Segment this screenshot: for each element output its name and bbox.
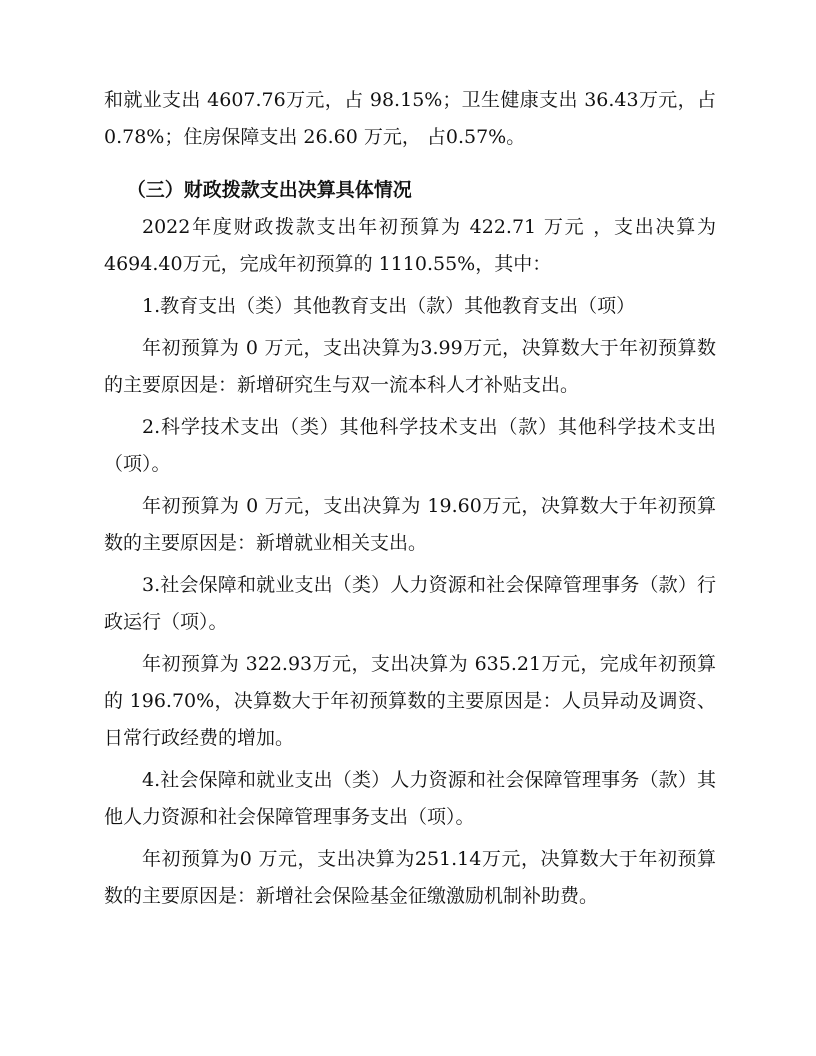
paragraph-continuation: 和就业支出 4607.76万元，占 98.15%；卫生健康支出 36.43万元，占0.78%；住房保障支出 26.60 万元， 占0.57%。 — [104, 89, 716, 148]
item-title-3: 3.社会保障和就业支出（类）人力资源和社会保障管理事务（款）行政运行（项）。 — [104, 574, 716, 633]
item-body-3: 年初预算为 322.93万元，支出决算为 635.21万元，完成年初预算的 196.70%，决算数大于年初预算数的主要原因是：人员异动及调资、日常行政经费的增加。 — [104, 653, 716, 749]
item-title-1: 1.教育支出（类）其他教育支出（款）其他教育支出（项） — [142, 295, 636, 317]
item-title-4: 4.社会保障和就业支出（类）人力资源和社会保障管理事务（款）其他人力资源和社会保障管理事务支出（项）。 — [104, 769, 716, 828]
item-title-2: 2.科学技术支出（类）其他科学技术支出（款）其他科学技术支出（项）。 — [104, 416, 716, 475]
document-page — [104, 82, 716, 915]
item-body-2: 年初预算为 0 万元，支出决算为 19.60万元，决算数大于年初预算数的主要原因是：新增就业相关支出。 — [104, 495, 716, 554]
paragraph-summary: 2022年度财政拨款支出年初预算为 422.71 万元 ，支出决算为4694.40万元，完成年初预算的 1110.55%，其中： — [104, 216, 716, 275]
section-heading: （三）财政拨款支出决算具体情况 — [126, 179, 412, 201]
item-body-4: 年初预算为0 万元，支出决算为251.14万元，决算数大于年初预算数的主要原因是：新增社会保险基金征缴激励机制补助费。 — [104, 848, 716, 907]
item-body-1: 年初预算为 0 万元，支出决算为3.99万元，决算数大于年初预算数的主要原因是：新增研究生与双一流本科人才补贴支出。 — [104, 337, 716, 396]
